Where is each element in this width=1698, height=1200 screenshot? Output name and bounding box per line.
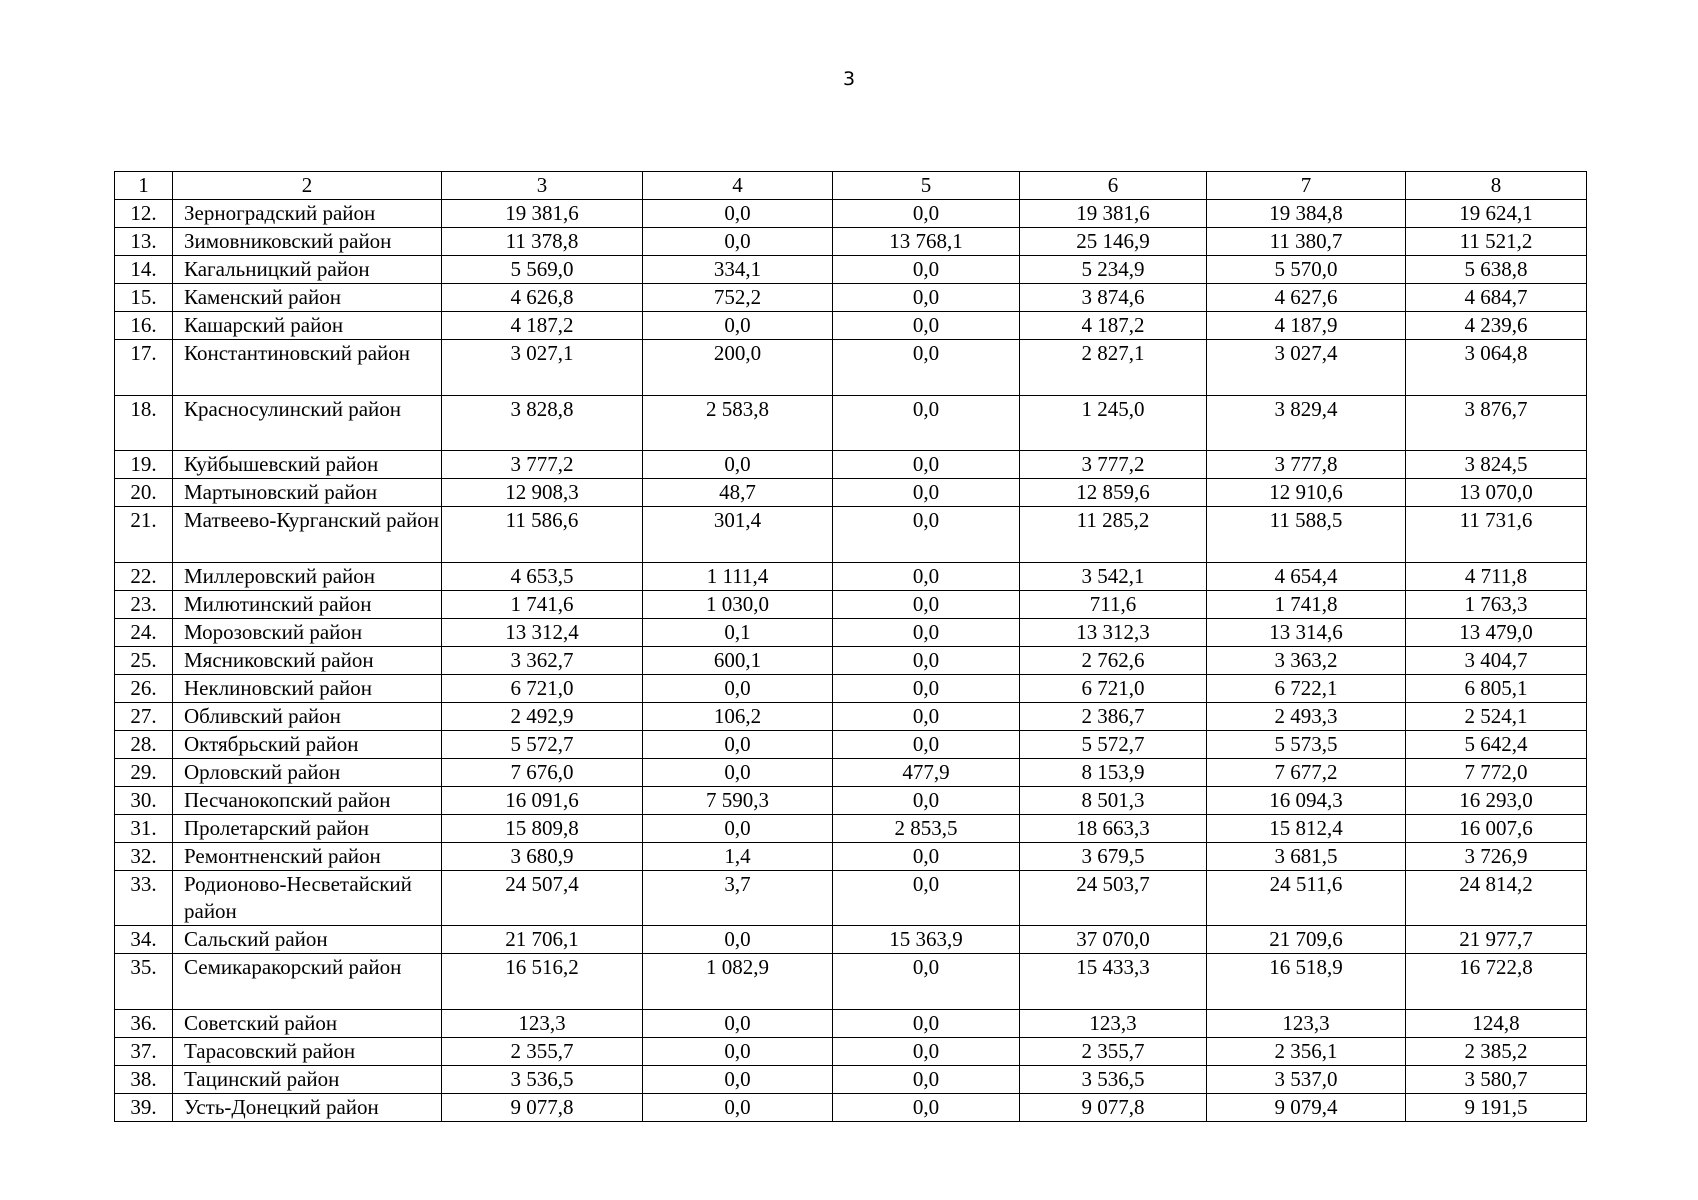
value-col-5: 0,0 [833, 312, 1020, 340]
value-col-5: 0,0 [833, 590, 1020, 618]
value-col-6: 3 679,5 [1020, 842, 1207, 870]
value-col-6: 3 536,5 [1020, 1065, 1207, 1093]
table-row [115, 1093, 1587, 1121]
row-number: 38. [115, 1065, 173, 1093]
district-name: Милютинский район [173, 590, 442, 618]
table-row [115, 954, 1587, 1010]
value-col-8: 3 580,7 [1406, 1065, 1587, 1093]
row-number: 26. [115, 674, 173, 702]
table-row [115, 926, 1587, 954]
value-col-3: 5 572,7 [442, 730, 643, 758]
value-col-3: 11 586,6 [442, 507, 643, 563]
value-col-5: 0,0 [833, 200, 1020, 228]
value-col-8: 13 070,0 [1406, 479, 1587, 507]
table-row [115, 340, 1587, 396]
district-name: Сальский район [173, 926, 442, 954]
value-col-6: 24 503,7 [1020, 870, 1207, 926]
value-col-5: 13 768,1 [833, 228, 1020, 256]
value-col-3: 2 355,7 [442, 1037, 643, 1065]
value-col-3: 24 507,4 [442, 870, 643, 926]
district-name: Красносулинский район [173, 395, 442, 451]
district-name: Мясниковский район [173, 646, 442, 674]
district-name: Неклиновский район [173, 674, 442, 702]
value-col-5: 0,0 [833, 340, 1020, 396]
value-col-8: 7 772,0 [1406, 758, 1587, 786]
value-col-5: 0,0 [833, 1037, 1020, 1065]
row-number: 18. [115, 395, 173, 451]
value-col-4: 48,7 [643, 479, 833, 507]
value-col-6: 5 234,9 [1020, 256, 1207, 284]
value-col-3: 1 741,6 [442, 590, 643, 618]
value-col-4: 1 030,0 [643, 590, 833, 618]
value-col-4: 301,4 [643, 507, 833, 563]
value-col-5: 2 853,5 [833, 814, 1020, 842]
value-col-7: 1 741,8 [1207, 590, 1406, 618]
value-col-3: 6 721,0 [442, 674, 643, 702]
value-col-6: 19 381,6 [1020, 200, 1207, 228]
data-table [114, 171, 1587, 1122]
value-col-6: 18 663,3 [1020, 814, 1207, 842]
value-col-5: 477,9 [833, 758, 1020, 786]
row-number: 30. [115, 786, 173, 814]
district-name: Орловский район [173, 758, 442, 786]
header-cell: 3 [442, 172, 643, 200]
row-number: 35. [115, 954, 173, 1010]
value-col-5: 0,0 [833, 1065, 1020, 1093]
value-col-3: 15 809,8 [442, 814, 643, 842]
table-row [115, 228, 1587, 256]
district-name: Песчанокопский район [173, 786, 442, 814]
value-col-7: 3 829,4 [1207, 395, 1406, 451]
row-number: 27. [115, 702, 173, 730]
value-col-6: 2 762,6 [1020, 646, 1207, 674]
value-col-5: 0,0 [833, 730, 1020, 758]
header-cell: 8 [1406, 172, 1587, 200]
value-col-7: 16 094,3 [1207, 786, 1406, 814]
value-col-7: 2 356,1 [1207, 1037, 1406, 1065]
value-col-5: 0,0 [833, 395, 1020, 451]
value-col-3: 21 706,1 [442, 926, 643, 954]
value-col-3: 9 077,8 [442, 1093, 643, 1121]
value-col-4: 3,7 [643, 870, 833, 926]
value-col-5: 0,0 [833, 618, 1020, 646]
district-name: Родионово-Несветайский район [173, 870, 442, 926]
value-col-5: 0,0 [833, 1093, 1020, 1121]
value-col-7: 15 812,4 [1207, 814, 1406, 842]
value-col-8: 2 524,1 [1406, 702, 1587, 730]
value-col-6: 1 245,0 [1020, 395, 1207, 451]
value-col-5: 0,0 [833, 562, 1020, 590]
value-col-5: 0,0 [833, 256, 1020, 284]
row-number: 12. [115, 200, 173, 228]
value-col-8: 4 239,6 [1406, 312, 1587, 340]
table-row [115, 312, 1587, 340]
value-col-6: 13 312,3 [1020, 618, 1207, 646]
value-col-6: 8 501,3 [1020, 786, 1207, 814]
value-col-8: 21 977,7 [1406, 926, 1587, 954]
value-col-7: 3 537,0 [1207, 1065, 1406, 1093]
row-number: 21. [115, 507, 173, 563]
value-col-4: 7 590,3 [643, 786, 833, 814]
value-col-3: 2 492,9 [442, 702, 643, 730]
value-col-8: 5 638,8 [1406, 256, 1587, 284]
value-col-7: 4 627,6 [1207, 284, 1406, 312]
value-col-3: 19 381,6 [442, 200, 643, 228]
value-col-4: 0,0 [643, 674, 833, 702]
district-name: Семикаракорский район [173, 954, 442, 1010]
value-col-8: 16 007,6 [1406, 814, 1587, 842]
value-col-3: 3 828,8 [442, 395, 643, 451]
value-col-4: 2 583,8 [643, 395, 833, 451]
value-col-8: 9 191,5 [1406, 1093, 1587, 1121]
value-col-3: 3 362,7 [442, 646, 643, 674]
value-col-3: 3 027,1 [442, 340, 643, 396]
value-col-8: 124,8 [1406, 1009, 1587, 1037]
value-col-3: 4 626,8 [442, 284, 643, 312]
value-col-4: 334,1 [643, 256, 833, 284]
district-name: Каменский район [173, 284, 442, 312]
value-col-7: 24 511,6 [1207, 870, 1406, 926]
table-row [115, 618, 1587, 646]
header-cell: 5 [833, 172, 1020, 200]
value-col-5: 15 363,9 [833, 926, 1020, 954]
value-col-8: 11 731,6 [1406, 507, 1587, 563]
value-col-7: 9 079,4 [1207, 1093, 1406, 1121]
district-name: Матвеево-Курганский район [173, 507, 442, 563]
value-col-6: 6 721,0 [1020, 674, 1207, 702]
value-col-8: 6 805,1 [1406, 674, 1587, 702]
table-row [115, 842, 1587, 870]
value-col-5: 0,0 [833, 786, 1020, 814]
value-col-4: 0,0 [643, 200, 833, 228]
value-col-6: 3 542,1 [1020, 562, 1207, 590]
value-col-6: 4 187,2 [1020, 312, 1207, 340]
district-name: Обливский район [173, 702, 442, 730]
value-col-5: 0,0 [833, 702, 1020, 730]
header-cell: 6 [1020, 172, 1207, 200]
value-col-3: 3 777,2 [442, 451, 643, 479]
row-number: 15. [115, 284, 173, 312]
value-col-8: 16 722,8 [1406, 954, 1587, 1010]
district-name: Кагальницкий район [173, 256, 442, 284]
value-col-3: 11 378,8 [442, 228, 643, 256]
value-col-7: 3 363,2 [1207, 646, 1406, 674]
value-col-8: 3 064,8 [1406, 340, 1587, 396]
district-name: Мартыновский район [173, 479, 442, 507]
value-col-6: 9 077,8 [1020, 1093, 1207, 1121]
district-name: Пролетарский район [173, 814, 442, 842]
value-col-7: 3 777,8 [1207, 451, 1406, 479]
value-col-4: 0,0 [643, 312, 833, 340]
row-number: 33. [115, 870, 173, 926]
table-row [115, 256, 1587, 284]
value-col-4: 0,0 [643, 730, 833, 758]
value-col-5: 0,0 [833, 507, 1020, 563]
table-row [115, 284, 1587, 312]
row-number: 24. [115, 618, 173, 646]
value-col-7: 5 573,5 [1207, 730, 1406, 758]
table-row [115, 1065, 1587, 1093]
value-col-6: 8 153,9 [1020, 758, 1207, 786]
value-col-5: 0,0 [833, 451, 1020, 479]
table-row [115, 786, 1587, 814]
row-number: 28. [115, 730, 173, 758]
table-row [115, 1009, 1587, 1037]
value-col-6: 15 433,3 [1020, 954, 1207, 1010]
value-col-3: 16 516,2 [442, 954, 643, 1010]
value-col-5: 0,0 [833, 842, 1020, 870]
value-col-7: 6 722,1 [1207, 674, 1406, 702]
value-col-7: 7 677,2 [1207, 758, 1406, 786]
value-col-6: 711,6 [1020, 590, 1207, 618]
value-col-3: 3 536,5 [442, 1065, 643, 1093]
district-name: Тацинский район [173, 1065, 442, 1093]
value-col-7: 4 187,9 [1207, 312, 1406, 340]
value-col-4: 0,1 [643, 618, 833, 646]
row-number: 23. [115, 590, 173, 618]
value-col-7: 5 570,0 [1207, 256, 1406, 284]
table-row [115, 451, 1587, 479]
table-row [115, 702, 1587, 730]
value-col-8: 3 726,9 [1406, 842, 1587, 870]
row-number: 13. [115, 228, 173, 256]
value-col-4: 600,1 [643, 646, 833, 674]
value-col-4: 1 082,9 [643, 954, 833, 1010]
value-col-4: 0,0 [643, 1009, 833, 1037]
table-row [115, 730, 1587, 758]
value-col-8: 4 711,8 [1406, 562, 1587, 590]
value-col-6: 3 874,6 [1020, 284, 1207, 312]
header-cell: 7 [1207, 172, 1406, 200]
district-name: Константиновский район [173, 340, 442, 396]
value-col-5: 0,0 [833, 674, 1020, 702]
value-col-3: 16 091,6 [442, 786, 643, 814]
row-number: 29. [115, 758, 173, 786]
value-col-6: 37 070,0 [1020, 926, 1207, 954]
value-col-3: 3 680,9 [442, 842, 643, 870]
value-col-6: 12 859,6 [1020, 479, 1207, 507]
district-name: Октябрьский район [173, 730, 442, 758]
row-number: 16. [115, 312, 173, 340]
value-col-7: 123,3 [1207, 1009, 1406, 1037]
value-col-7: 2 493,3 [1207, 702, 1406, 730]
value-col-7: 21 709,6 [1207, 926, 1406, 954]
table-row [115, 1037, 1587, 1065]
value-col-4: 0,0 [643, 228, 833, 256]
header-cell: 1 [115, 172, 173, 200]
value-col-6: 2 386,7 [1020, 702, 1207, 730]
value-col-4: 0,0 [643, 758, 833, 786]
value-col-5: 0,0 [833, 1009, 1020, 1037]
value-col-4: 1,4 [643, 842, 833, 870]
table-row [115, 870, 1587, 926]
value-col-8: 1 763,3 [1406, 590, 1587, 618]
table-row [115, 646, 1587, 674]
district-name: Морозовский район [173, 618, 442, 646]
table-row [115, 507, 1587, 563]
row-number: 19. [115, 451, 173, 479]
district-name: Ремонтненский район [173, 842, 442, 870]
table-row [115, 479, 1587, 507]
value-col-3: 4 653,5 [442, 562, 643, 590]
value-col-7: 3 681,5 [1207, 842, 1406, 870]
district-name: Тарасовский район [173, 1037, 442, 1065]
value-col-7: 11 588,5 [1207, 507, 1406, 563]
value-col-5: 0,0 [833, 646, 1020, 674]
value-col-8: 4 684,7 [1406, 284, 1587, 312]
page-number: 3 [842, 68, 856, 90]
value-col-8: 3 404,7 [1406, 646, 1587, 674]
value-col-7: 11 380,7 [1207, 228, 1406, 256]
table-row [115, 814, 1587, 842]
table-row [115, 674, 1587, 702]
value-col-6: 123,3 [1020, 1009, 1207, 1037]
value-col-4: 200,0 [643, 340, 833, 396]
value-col-3: 12 908,3 [442, 479, 643, 507]
value-col-7: 13 314,6 [1207, 618, 1406, 646]
table-row [115, 395, 1587, 451]
value-col-4: 1 111,4 [643, 562, 833, 590]
district-name: Зимовниковский район [173, 228, 442, 256]
row-number: 31. [115, 814, 173, 842]
value-col-4: 0,0 [643, 926, 833, 954]
value-col-4: 752,2 [643, 284, 833, 312]
value-col-8: 3 876,7 [1406, 395, 1587, 451]
value-col-6: 11 285,2 [1020, 507, 1207, 563]
value-col-4: 0,0 [643, 814, 833, 842]
table-row [115, 562, 1587, 590]
value-col-8: 2 385,2 [1406, 1037, 1587, 1065]
table-row [115, 200, 1587, 228]
value-col-8: 11 521,2 [1406, 228, 1587, 256]
value-col-7: 3 027,4 [1207, 340, 1406, 396]
table-row [115, 590, 1587, 618]
district-name: Усть-Донецкий район [173, 1093, 442, 1121]
district-name: Миллеровский район [173, 562, 442, 590]
table-body [115, 172, 1587, 1122]
district-name: Советский район [173, 1009, 442, 1037]
value-col-3: 13 312,4 [442, 618, 643, 646]
row-number: 36. [115, 1009, 173, 1037]
row-number: 39. [115, 1093, 173, 1121]
value-col-3: 4 187,2 [442, 312, 643, 340]
header-cell: 4 [643, 172, 833, 200]
value-col-8: 5 642,4 [1406, 730, 1587, 758]
row-number: 22. [115, 562, 173, 590]
value-col-3: 7 676,0 [442, 758, 643, 786]
value-col-7: 19 384,8 [1207, 200, 1406, 228]
header-row [115, 172, 1587, 200]
district-name: Куйбышевский район [173, 451, 442, 479]
value-col-3: 5 569,0 [442, 256, 643, 284]
row-number: 20. [115, 479, 173, 507]
value-col-4: 0,0 [643, 1093, 833, 1121]
value-col-8: 3 824,5 [1406, 451, 1587, 479]
row-number: 37. [115, 1037, 173, 1065]
value-col-6: 25 146,9 [1020, 228, 1207, 256]
value-col-5: 0,0 [833, 954, 1020, 1010]
value-col-6: 5 572,7 [1020, 730, 1207, 758]
value-col-8: 19 624,1 [1406, 200, 1587, 228]
row-number: 34. [115, 926, 173, 954]
value-col-7: 4 654,4 [1207, 562, 1406, 590]
value-col-4: 0,0 [643, 451, 833, 479]
value-col-6: 2 827,1 [1020, 340, 1207, 396]
value-col-4: 0,0 [643, 1037, 833, 1065]
value-col-6: 2 355,7 [1020, 1037, 1207, 1065]
value-col-5: 0,0 [833, 870, 1020, 926]
district-name: Зерноградский район [173, 200, 442, 228]
value-col-7: 16 518,9 [1207, 954, 1406, 1010]
district-name: Кашарский район [173, 312, 442, 340]
table-row [115, 758, 1587, 786]
row-number: 25. [115, 646, 173, 674]
header-cell: 2 [173, 172, 442, 200]
value-col-8: 16 293,0 [1406, 786, 1587, 814]
value-col-3: 123,3 [442, 1009, 643, 1037]
value-col-8: 13 479,0 [1406, 618, 1587, 646]
value-col-8: 24 814,2 [1406, 870, 1587, 926]
row-number: 32. [115, 842, 173, 870]
value-col-4: 106,2 [643, 702, 833, 730]
row-number: 17. [115, 340, 173, 396]
row-number: 14. [115, 256, 173, 284]
value-col-6: 3 777,2 [1020, 451, 1207, 479]
value-col-5: 0,0 [833, 284, 1020, 312]
value-col-4: 0,0 [643, 1065, 833, 1093]
value-col-5: 0,0 [833, 479, 1020, 507]
value-col-7: 12 910,6 [1207, 479, 1406, 507]
